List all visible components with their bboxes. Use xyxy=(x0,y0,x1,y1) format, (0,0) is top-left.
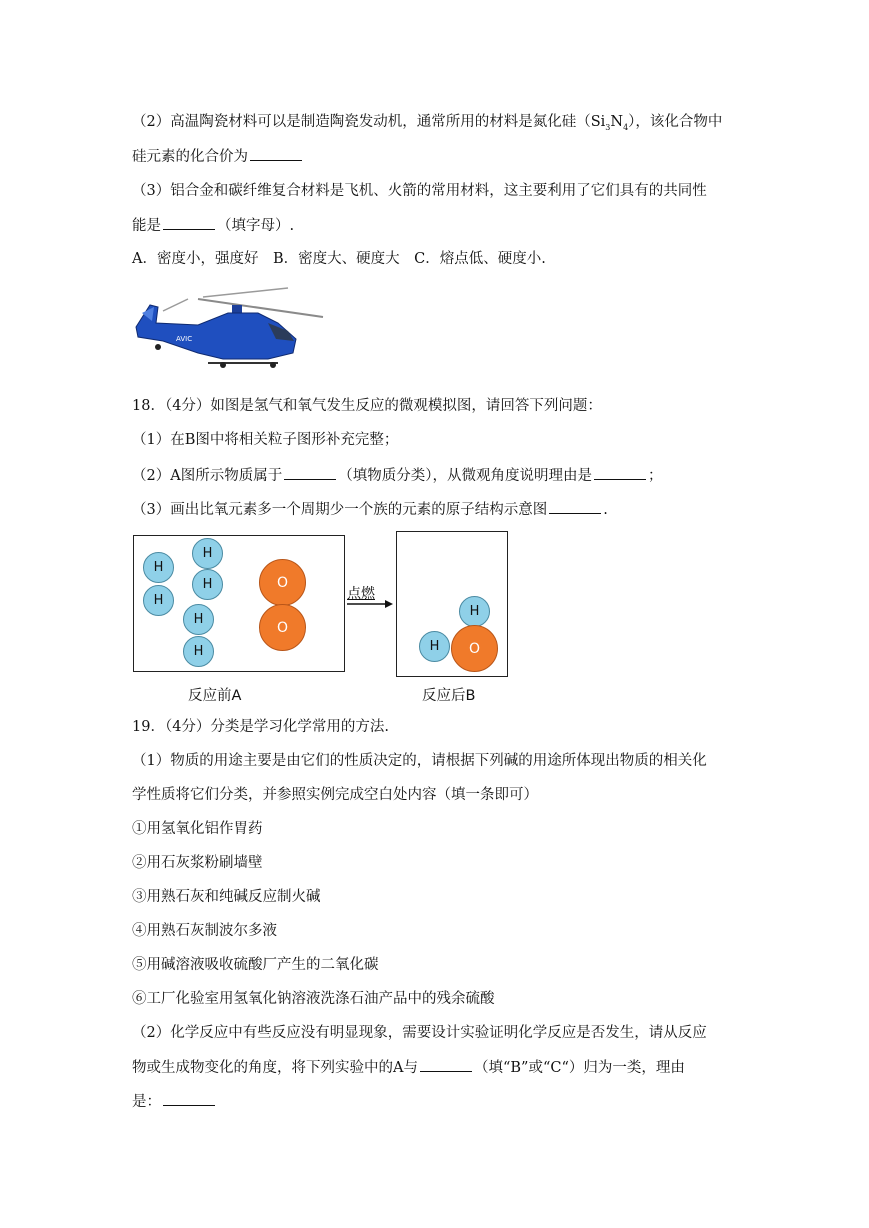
helicopter-image xyxy=(128,283,328,378)
q18-part3: （3）画出比氧元素多一个周期少一个族的元素的原子结构示意图 . xyxy=(132,499,608,520)
hydrogen-atom: H xyxy=(192,538,223,569)
q18-part2: （2）A图所示物质属于 （填物质分类），从微观角度说明理由是 ； xyxy=(132,465,662,486)
q19-item: ④用熟石灰制波尔多液 xyxy=(132,923,277,939)
q18-stem: 18．（4分）如图是氢气和氧气发生反应的微观模拟图，请回答下列问题： xyxy=(132,398,602,414)
q19-part2-line3: 是： xyxy=(132,1091,217,1112)
q19-item: ①用氢氧化铝作胃药 xyxy=(132,821,263,837)
answer-blank[interactable] xyxy=(163,1091,215,1106)
hydrogen-atom: H xyxy=(143,552,174,583)
hydrogen-atom: H xyxy=(183,604,214,635)
hydrogen-atom: H xyxy=(419,631,450,662)
oxygen-atom: O xyxy=(259,559,306,606)
q19-item: ③用熟石灰和纯碱反应制火碱 xyxy=(132,889,321,905)
oxygen-atom: O xyxy=(259,604,306,651)
answer-blank[interactable] xyxy=(420,1057,472,1072)
hydrogen-atom: H xyxy=(192,569,223,600)
oxygen-atom: O xyxy=(451,625,498,672)
answer-blank[interactable] xyxy=(163,215,215,230)
helicopter-logo-text: AVIC xyxy=(176,335,193,343)
q19-item: ②用石灰浆粉刷墙壁 xyxy=(132,855,263,871)
q17-part3-line1: （3）铝合金和碳纤维复合材料是飞机、火箭的常用材料，这主要利用了它们具有的共同性 xyxy=(132,183,707,199)
hydrogen-atom: H xyxy=(459,596,490,627)
caption-after: 反应后B xyxy=(422,688,476,704)
answer-blank[interactable] xyxy=(594,465,646,480)
q19-item: ⑤用碱溶液吸收硫酸厂产生的二氧化碳 xyxy=(132,957,379,973)
answer-blank[interactable] xyxy=(284,465,336,480)
q19-part2-line1: （2）化学反应中有些反应没有明显现象，需要设计实验证明化学反应是否发生，请从反应 xyxy=(132,1025,707,1041)
hydrogen-atom: H xyxy=(143,585,174,616)
hydrogen-atom: H xyxy=(183,636,214,667)
q19-part1-line1: （1）物质的用途主要是由它们的性质决定的，请根据下列碱的用途所体现出物质的相关化 xyxy=(132,753,707,769)
q18-part1: （1）在B图中将相关粒子图形补充完整； xyxy=(132,432,399,448)
arrow-icon xyxy=(345,598,395,610)
q19-part2-line2: 物或生成物变化的角度，将下列实验中的A与 （填“B”或“C“）归为一类，理由 xyxy=(132,1057,685,1078)
answer-blank[interactable] xyxy=(250,146,302,161)
q19-item: ⑥工厂化验室用氢氧化钠溶液洗涤石油产品中的残余硫酸 xyxy=(132,991,495,1007)
q17-part3-line2: 能是 （填字母）. xyxy=(132,215,294,236)
q17-options: A．密度小，强度好 B．密度大、硬度大 C．熔点低、硬度小. xyxy=(132,251,546,267)
q19-stem: 19．（4分）分类是学习化学常用的方法. xyxy=(132,719,390,735)
q19-part1-line2: 学性质将它们分类，并参照实例完成空白处内容（填一条即可） xyxy=(132,787,538,803)
q17-part2-line2: 硅元素的化合价为 xyxy=(132,146,304,167)
answer-blank[interactable] xyxy=(549,499,601,514)
caption-before: 反应前A xyxy=(188,688,242,704)
arrow-label: 点燃 xyxy=(347,586,375,602)
q17-part2-line1: （2）高温陶瓷材料可以是制造陶瓷发动机，通常所用的材料是氮化硅$(Si_3N_4)$，该化合物中 xyxy=(132,114,723,132)
